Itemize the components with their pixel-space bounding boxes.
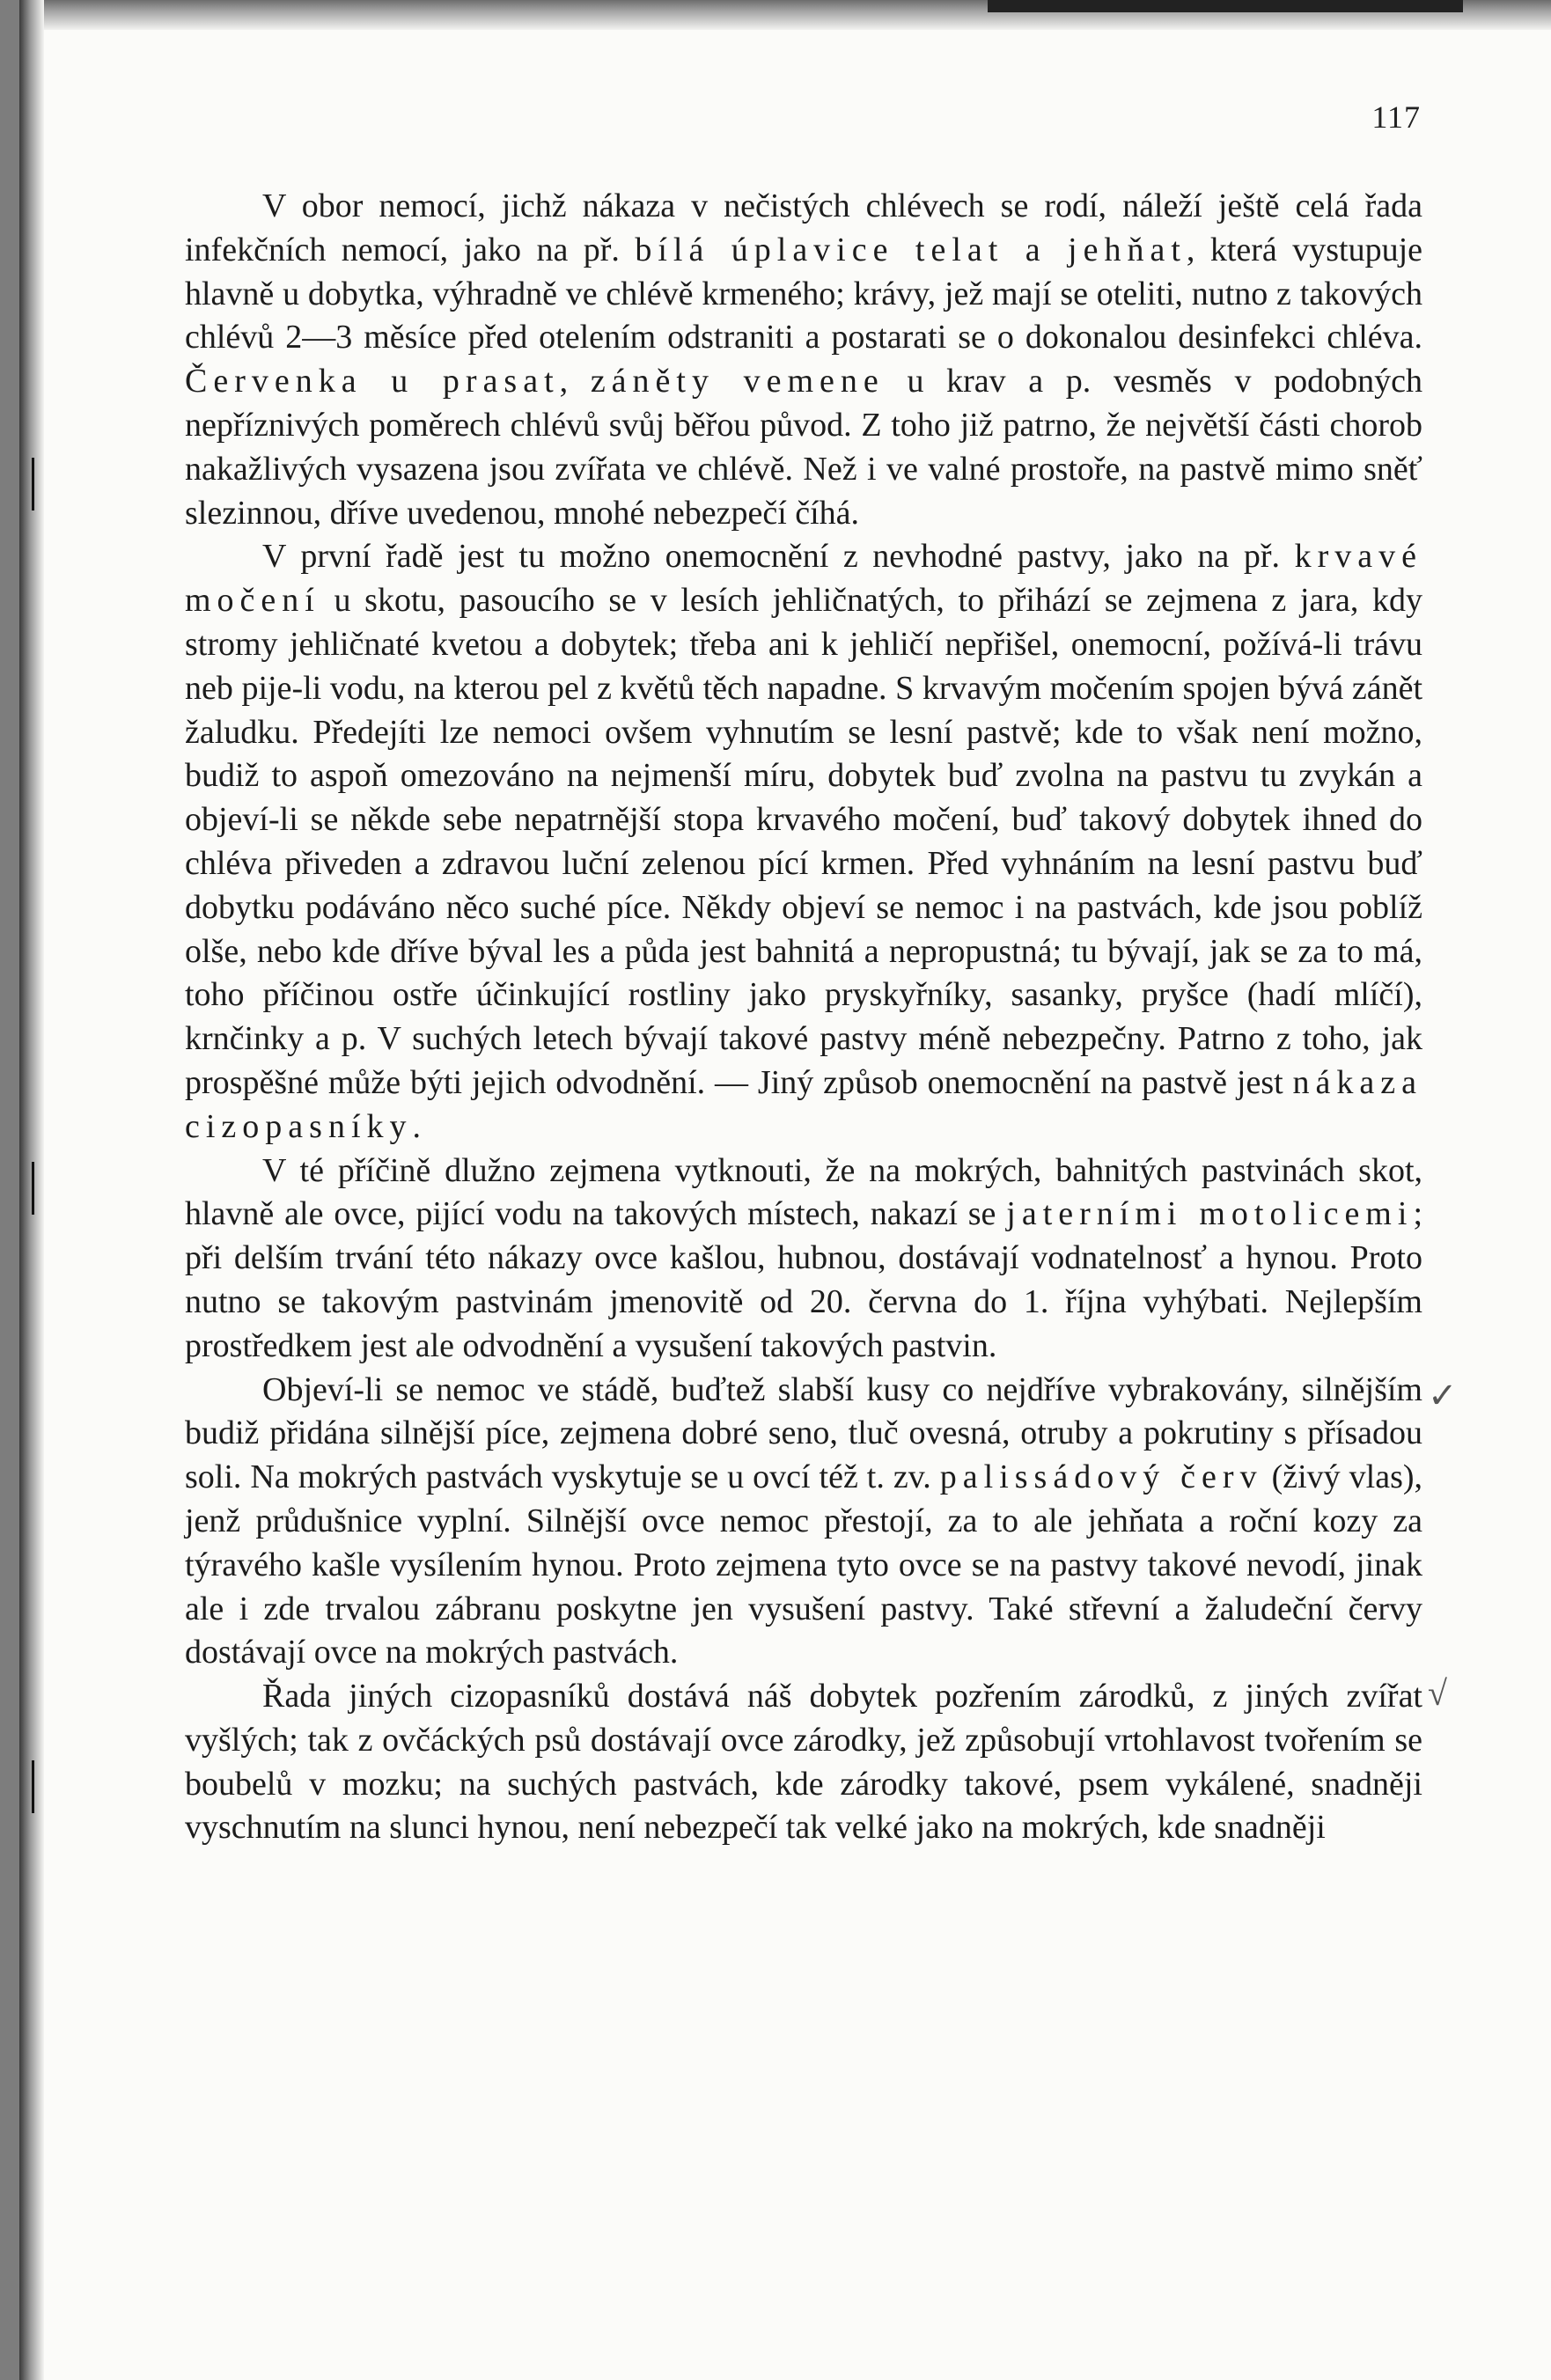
- paragraph: [185, 1150, 1422, 1369]
- text-run: Řada jiných cizopasníků dostává náš dobytek pozřením zárodků, z jiných zvířat vyšlých; tak z ovčáckých psů dostávají ovce zárodky, jež způsobují vrtohlavost tvořením se boubelů v mozku; na suchých pastvách, kde zárodky takové, psem vykálené, snadněji vyschnutím na slunci hynou, není nebezpečí tak velké jako na mokrých, kde snadněji: [185, 1678, 1422, 1847]
- page-number: 117: [1371, 99, 1421, 135]
- text-run: u krav a p. vesměs v podobných nepříznivých poměrech chlévů svůj běřou původ. Z toho již patrno, že největší části chorob nakažlivých vysazena jsou zvířata ve chlévě. Než i ve valné prostoře, na pastvě mimo sněť slezinnou, dříve uvedenou, mnohé nebezpečí číhá.: [185, 363, 1422, 532]
- paragraph: [185, 185, 1422, 535]
- paragraph: [185, 1675, 1422, 1850]
- text-run: u skotu, pasoucího se v lesích jehličnatých, to přihází se zejmena z jara, kdy stromy jehličnaté kvetou a dobytek; třeba ani k jehličí nepřišel, onemocní, požívá-li trávu neb pije-li vodu, na kterou pel z květů těch napadne. S krvavým močením spojen bývá zánět žaludku. Předejíti lze nemoci ovšem vyhnutím se lesní pastvě; kde to však není možno, budiž to aspoň omezováno na nejmenší míru, dobytek buď zvolna na pastvu tu zvykán a objeví-li se někde sebe nepatrnější stopa krvavého močení, buď takový dobytek ihned do chléva přiveden a zdravou luční zelenou pící krmen. Před vyhnáním na lesní pastvu buď dobytku podáváno něco suché píce. Někdy objeví se nemoc i na pastvách, kde jsou poblíž olše, nebo kde dříve býval les a půda jest bahnitá a nepropustná; tu bývají, jak se za to má, toho příčinou ostře účinkující rostliny jako pryskyřníky, sasanky, pryšce (hadí mlíčí), krnčinky a p. V suchých letech bývají takové pastvy méně nebezpečny. Patrno z toho, jak prospěšné může býti jejich odvodnění. — Jiný způsob onemocnění na pastvě jest: [185, 582, 1422, 1101]
- book-page: [19, 0, 1551, 2380]
- spaced-emphasis: krvavé močení: [185, 538, 1422, 620]
- paragraph: [185, 535, 1422, 1149]
- spaced-emphasis: jaterními motolicemi: [1006, 1195, 1414, 1233]
- text-run: V první řadě jest tu možno onemocnění z nevhodné pastvy, jako na př.: [262, 538, 1295, 576]
- spaced-emphasis: Červenka u prasat: [185, 363, 560, 400]
- spaced-emphasis: nákaza cizopasníky: [185, 1063, 1422, 1145]
- spaced-emphasis: bílá úplavice telat a jehňat: [635, 231, 1187, 268]
- spaced-emphasis: záněty vemene: [590, 363, 885, 400]
- text-run: (živý vlas), jenž průdušnice vyplní. Silnější ovce nemoc přestojí, za to ale jehňata a roční kozy za týravého kašle vysílením hynou. Proto zejmena tyto ovce se na pastvy takové nevodí, jinak ale i zde trvalou zábranu poskytne jen vysušení pastvy. Také střevní a žaludeční červy dostávají ovce na mokrých pastvách.: [185, 1458, 1423, 1671]
- text-run: , která vystupuje hlavně u dobytka, výhradně ve chlévě krmeného; krávy, jež mají se oteliti, nutno z takových chlévů 2—3 měsíce před otelením odstraniti a postarati se o dokonalou desinfekci chléva.: [185, 231, 1422, 356]
- body-text: [185, 185, 1422, 1850]
- paragraph: [185, 1369, 1422, 1676]
- text-run: V té příčině dlužno zejmena vytknouti, že na mokrých, bahnitých pastvinách skot, hlavně ale ovce, pijící vodu na takových místech, nakazí se: [185, 1151, 1422, 1233]
- text-run: .: [412, 1107, 422, 1145]
- text-run: ,: [559, 363, 591, 400]
- margin-check-mark: ✓: [1428, 1376, 1458, 1415]
- text-run: ; při delším trvání této nákazy ovce kašlou, hubnou, dostávají vodnatelnosť a hynou. Proto nutno se takovým pastvinám jmenovitě od 20. června do 1. října vyhýbati. Nejlepším prostředkem jest ale odvodnění a vysušení takových pastvin.: [185, 1195, 1422, 1364]
- page-top-edge: [19, 0, 1551, 30]
- margin-check-mark: √: [1428, 1673, 1447, 1713]
- text-run: V obor nemocí, jichž nákaza v nečistých chlévech se rodí, náleží ještě celá řada infekčních nemocí, jako na př.: [185, 187, 1422, 268]
- binding-edge: [19, 0, 44, 2380]
- text-run: Objeví-li se nemoc ve stádě, buďtež slabší kusy co nejdříve vybrakovány, silnějším budiž přidána silnější píce, zejmena dobré seno, tluč ovesná, otruby a pokrutiny s přísadou soli. Na mokrých pastvách vyskytuje se u ovcí též t. zv.: [185, 1370, 1422, 1496]
- spaced-emphasis: palissádový červ: [939, 1458, 1263, 1496]
